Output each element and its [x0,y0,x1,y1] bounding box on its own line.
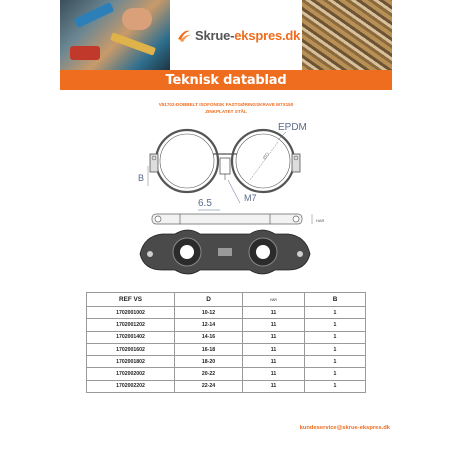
product-subtitle: V51702-DOBBELT ISOFONISK FASTGØRINGSKRAVE M7X150 [158,102,294,107]
table-row [87,307,366,319]
label-m7: M7 [244,193,257,203]
cell-har: 11 [243,307,305,319]
cell-d: 12-14 [175,319,243,331]
cell-ref: 1702001002 [87,307,175,319]
screws-photo [302,0,392,70]
label-diameter: ØD [261,151,272,162]
cell-har: 11 [243,380,305,392]
cell-har: 11 [243,356,305,368]
clamp-front-view [148,130,300,192]
cell-har: 11 [243,331,305,343]
clamp-product-photo [140,230,310,274]
cell-ref: 1702002202 [87,380,175,392]
cell-d: 10-12 [175,307,243,319]
brand-name-part2: ekspres.dk [234,27,301,43]
cell-ref: 1702001202 [87,319,175,331]
label-6-5: 6.5 [198,198,212,209]
spec-table [86,292,366,393]
cell-d: 22-24 [175,380,243,392]
cell-b: 1 [305,343,366,355]
cell-b: 1 [305,319,366,331]
header-ref: REF VS [87,293,175,307]
table-row [87,368,366,380]
page-title: Teknisk datablad [165,72,287,88]
label-har: HAR [316,218,325,223]
cell-ref: 1702001802 [87,356,175,368]
cell-ref: 1702002002 [87,368,175,380]
cell-b: 1 [305,380,366,392]
cell-b: 1 [305,356,366,368]
brand-logo [170,0,302,70]
table-header-row [87,293,366,307]
label-epdm: EPDM [278,122,307,133]
product-material: ZINKPLATET STÅL [205,109,247,114]
cell-har: 11 [243,343,305,355]
brand-name [195,28,300,43]
cell-har: 11 [243,319,305,331]
cell-b: 1 [305,307,366,319]
header-b: B [305,293,366,307]
cell-d: 14-16 [175,331,243,343]
footer-email-link[interactable]: kundeservice@skrue-ekspres.dk [299,425,390,431]
cell-d: 16-18 [175,343,243,355]
header-banner [60,0,392,70]
brand-swoosh-icon [176,27,192,43]
table-row [87,380,366,392]
table-row [87,331,366,343]
header-d: D [175,293,243,307]
table-row [87,319,366,331]
cell-ref: 1702001602 [87,343,175,355]
brand-name-part1: Skrue- [195,27,235,43]
tools-photo [60,0,170,70]
table-row [87,356,366,368]
label-b: B [138,173,145,183]
title-bar [60,70,392,90]
cell-ref: 1702001402 [87,331,175,343]
header-har: HAR [243,293,305,307]
cell-har: 11 [243,368,305,380]
cell-d: 18-20 [175,356,243,368]
cell-d: 20-22 [175,368,243,380]
cell-b: 1 [305,331,366,343]
clamp-side-view [152,214,302,224]
table-row [87,343,366,355]
technical-drawing [100,114,350,284]
cell-b: 1 [305,368,366,380]
